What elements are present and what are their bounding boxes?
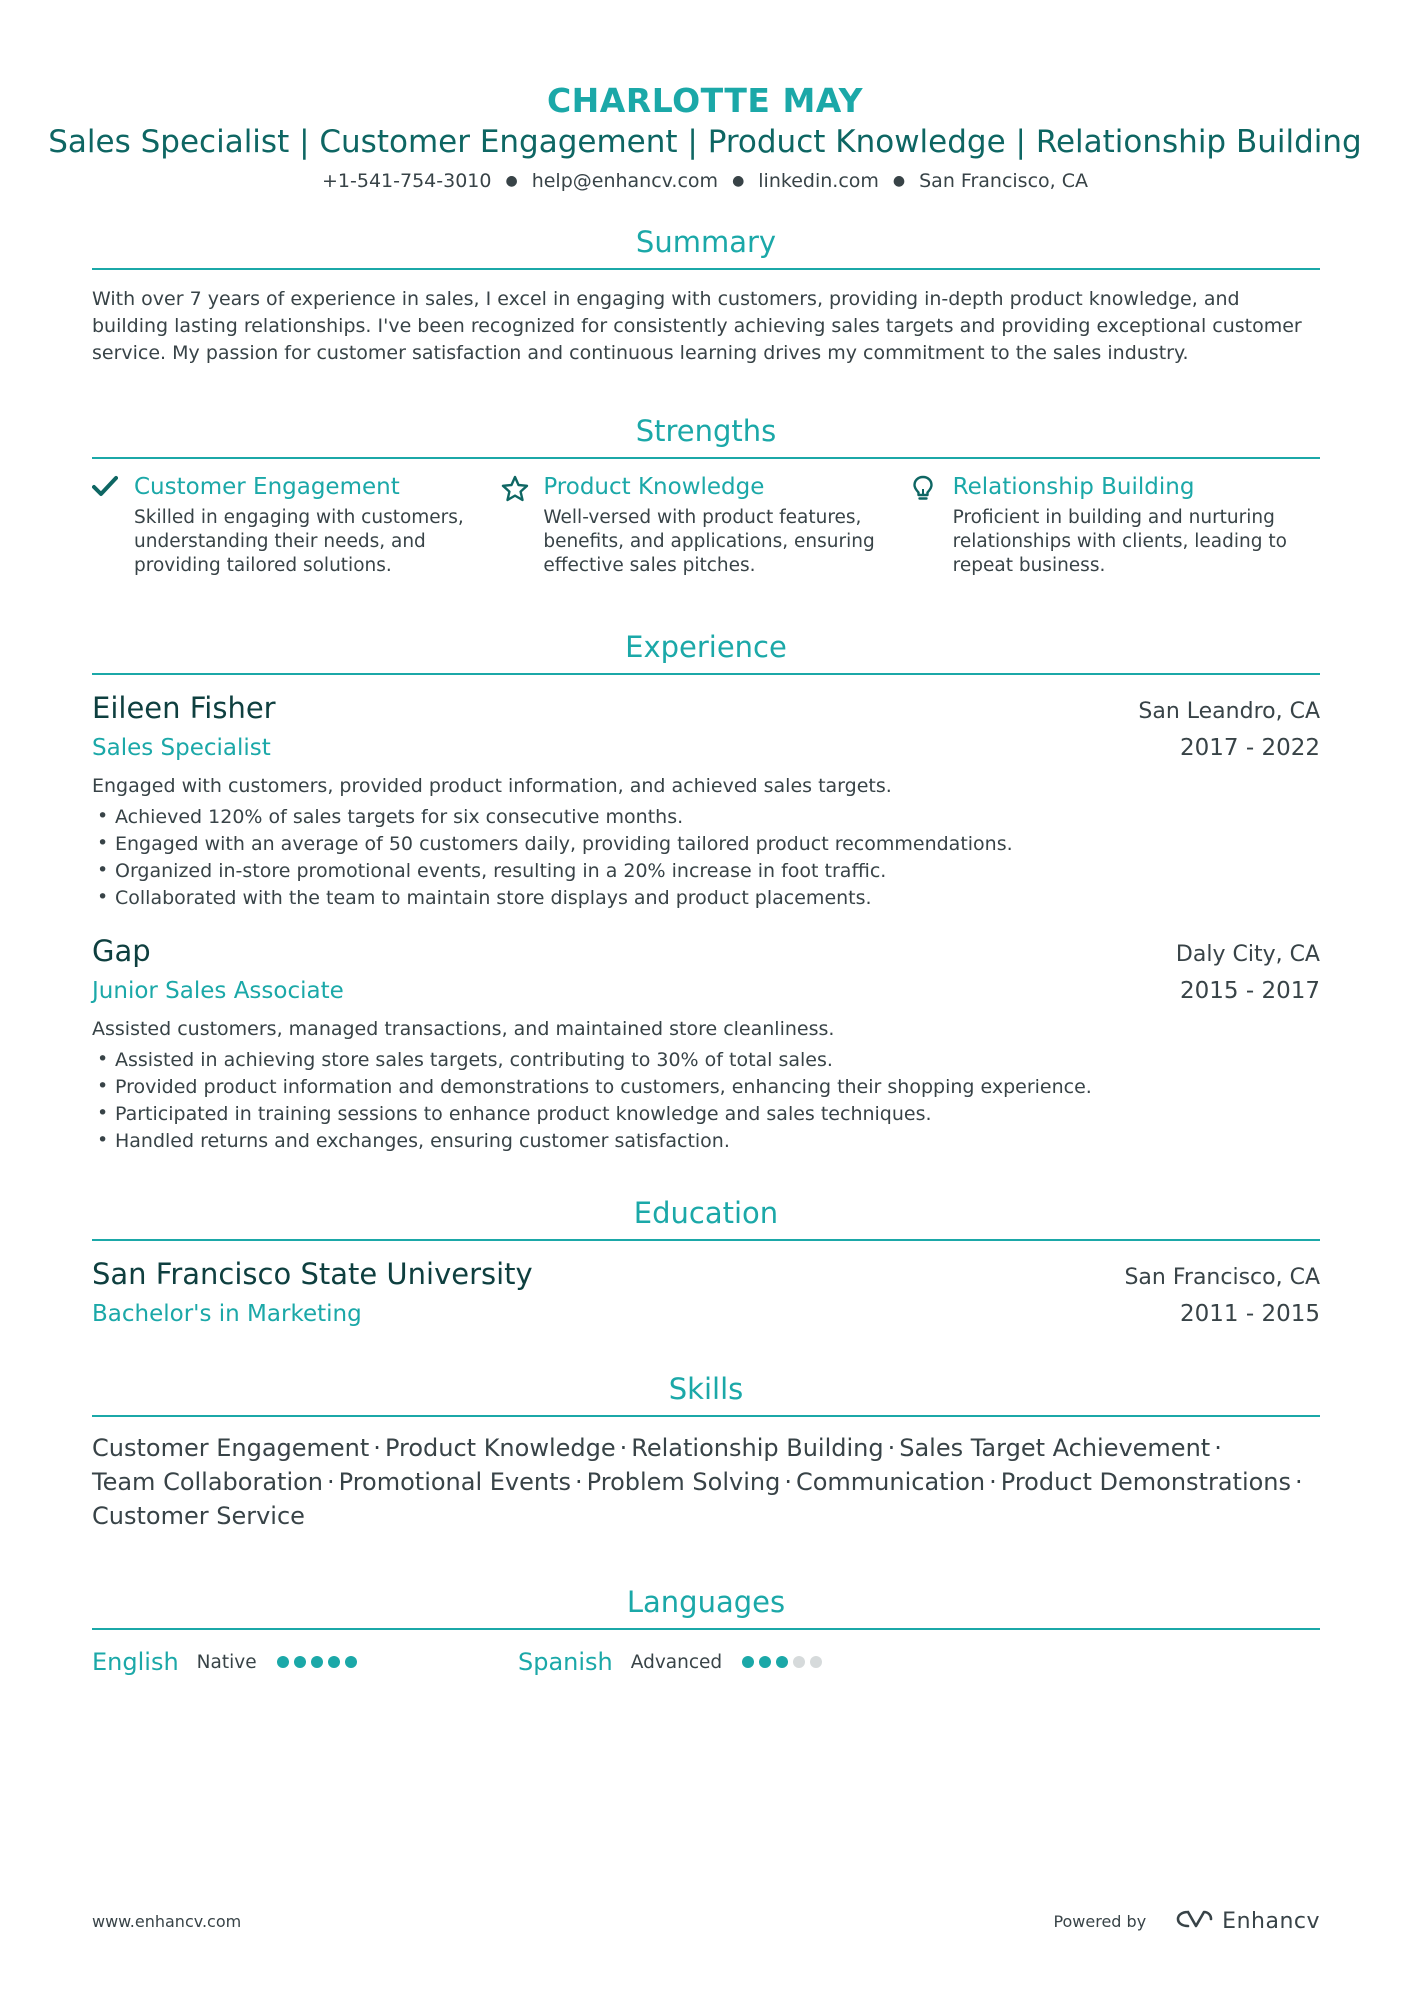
contact-line — [0, 168, 1410, 196]
job-dates: 2015 - 2017 — [1180, 978, 1320, 1004]
bullet-item: • Provided product information and demonstrations to customers, enhancing their shopping experience. — [92, 1074, 1320, 1101]
school-location: San Francisco, CA — [1124, 1265, 1320, 1290]
candidate-headline: Sales Specialist | Customer Engagement | Product Knowledge | Relationship Building — [48, 124, 1362, 160]
check-icon — [92, 471, 134, 578]
star-icon — [501, 471, 543, 578]
powered-by-label: Powered by — [1053, 1911, 1147, 1931]
rating-dot-filled — [742, 1656, 754, 1668]
degree-title: Bachelor's in Marketing — [92, 1301, 362, 1327]
bullet-item: • Organized in-store promotional events, resulting in a 20% increase in foot traffic. — [92, 858, 1320, 885]
strengths-section — [92, 411, 1320, 578]
summary-section — [92, 222, 1320, 367]
lightbulb-icon — [911, 471, 953, 578]
language-item — [92, 1646, 518, 1678]
job-location: Daly City, CA — [1175, 942, 1320, 967]
skills-section — [92, 1369, 1320, 1533]
experience-entry — [92, 689, 1320, 912]
job-bullets — [92, 1047, 1320, 1155]
job-title: Sales Specialist — [92, 735, 271, 761]
summary-text: With over 7 years of experience in sales, I excel in engaging with customers, providing in-depth product knowledge, and building lasting relationships. I've been recognized for consistently achieving sales targets and providing exceptional customer service. My passion for customer satisfaction and continuous learning drives my commitment to the sales industry. — [92, 288, 1302, 364]
footer-url[interactable]: www.enhancv.com — [92, 1911, 242, 1931]
separator-dot: ● — [505, 173, 518, 189]
contact-email[interactable]: help@enhancv.com — [531, 170, 719, 192]
strength-title: Product Knowledge — [543, 474, 765, 500]
bullet-item: • Collaborated with the team to maintain store displays and product placements. — [92, 885, 1320, 912]
contact-phone[interactable]: +1-541-754-3010 — [322, 170, 492, 192]
strength-item — [501, 471, 910, 578]
rating-dot-filled — [345, 1656, 357, 1668]
section-title-skills: Skills — [92, 1369, 1320, 1417]
experience-entry — [92, 932, 1320, 1155]
job-description: Engaged with customers, provided product information, and achieved sales targets. — [92, 775, 892, 797]
skill-item: Communication — [795, 1468, 986, 1496]
skills-row: Team Collaboration · Promotional Events · Problem Solving · Communication · Product Demonstrations · — [92, 1468, 1303, 1496]
skills-row: Customer Engagement · Product Knowledge · Relationship Building · Sales Target Achievement · — [92, 1434, 1222, 1462]
candidate-name: CHARLOTTE MAY — [546, 81, 864, 120]
language-level: Native — [196, 1651, 257, 1673]
experience-section — [92, 627, 1320, 1155]
skill-item: Customer Service — [92, 1502, 305, 1530]
language-name: English — [92, 1648, 179, 1676]
language-name: Spanish — [518, 1648, 613, 1676]
skill-item: Promotional Events — [338, 1468, 572, 1496]
contact-location: San Francisco, CA — [919, 170, 1088, 192]
school-name: San Francisco State University — [92, 1257, 533, 1291]
bullet-item: • Handled returns and exchanges, ensuring customer satisfaction. — [92, 1128, 1320, 1155]
job-location: San Leandro, CA — [1138, 699, 1320, 724]
rating-dot-filled — [759, 1656, 771, 1668]
language-level: Advanced — [630, 1651, 723, 1673]
education-entry — [92, 1255, 1320, 1331]
job-title: Junior Sales Associate — [92, 978, 344, 1004]
rating-dot-empty — [793, 1656, 805, 1668]
section-title-education: Education — [92, 1193, 1320, 1241]
skill-item: Relationship Building — [631, 1434, 884, 1462]
strength-title: Customer Engagement — [134, 474, 400, 500]
company-name: Gap — [92, 934, 151, 968]
languages-section — [92, 1582, 1320, 1678]
education-dates: 2011 - 2015 — [1180, 1301, 1320, 1327]
strength-description: Well-versed with product features, benefits, and applications, ensuring effective sales pitches. — [543, 507, 875, 576]
bullet-item: • Participated in training sessions to enhance product knowledge and sales techniques. — [92, 1101, 1320, 1128]
rating-dot-empty — [810, 1656, 822, 1668]
section-title-experience: Experience — [92, 627, 1320, 675]
rating-dot-filled — [294, 1656, 306, 1668]
strengths-list — [92, 471, 1320, 578]
strength-description: Skilled in engaging with customers, understanding their needs, and providing tailored solutions. — [134, 507, 464, 576]
separator-dot: ● — [892, 173, 906, 189]
rating-dot-filled — [328, 1656, 340, 1668]
bullet-item: • Achieved 120% of sales targets for six consecutive months. — [92, 804, 1320, 831]
languages-list — [92, 1646, 1320, 1678]
rating-dot-filled — [277, 1656, 289, 1668]
section-title-summary: Summary — [92, 222, 1320, 270]
skill-item: Team Collaboration — [92, 1468, 324, 1496]
job-description: Assisted customers, managed transactions, and maintained store cleanliness. — [92, 1018, 835, 1040]
enhancv-logo-icon — [1174, 1908, 1214, 1934]
skill-item: Problem Solving — [586, 1468, 781, 1496]
section-title-strengths: Strengths — [92, 411, 1320, 459]
skills-row — [92, 1499, 1320, 1533]
strength-item — [911, 471, 1320, 578]
strength-title: Relationship Building — [952, 474, 1195, 500]
skills-list — [92, 1431, 1320, 1533]
skill-item: Product Demonstrations — [1000, 1468, 1292, 1496]
separator-dot: ● — [732, 173, 745, 189]
resume-header — [0, 0, 1410, 196]
language-item — [518, 1646, 944, 1678]
language-rating — [742, 1656, 827, 1668]
brand-name: Enhancv — [1222, 1908, 1320, 1934]
strength-description: Proficient in building and nurturing relationships with clients, leading to repeat business. — [952, 507, 1287, 576]
bullet-item: • Engaged with an average of 50 customers daily, providing tailored product recommendations. — [92, 831, 1320, 858]
education-section — [92, 1193, 1320, 1331]
skill-item: Product Knowledge — [384, 1434, 616, 1462]
footer-branding — [1053, 1908, 1320, 1934]
page-footer — [92, 1908, 1320, 1934]
bullet-item: • Assisted in achieving store sales targets, contributing to 30% of total sales. — [92, 1047, 1320, 1074]
strength-item — [92, 471, 501, 578]
skill-item: Sales Target Achievement — [899, 1434, 1211, 1462]
rating-dot-filled — [311, 1656, 323, 1668]
contact-linkedin[interactable]: linkedin.com — [758, 170, 879, 192]
company-name: Eileen Fisher — [92, 691, 276, 725]
skill-item: Customer Engagement — [92, 1434, 370, 1462]
language-rating — [277, 1656, 362, 1668]
rating-dot-filled — [776, 1656, 788, 1668]
section-title-languages: Languages — [92, 1582, 1320, 1630]
job-bullets — [92, 804, 1320, 912]
job-dates: 2017 - 2022 — [1180, 735, 1320, 761]
